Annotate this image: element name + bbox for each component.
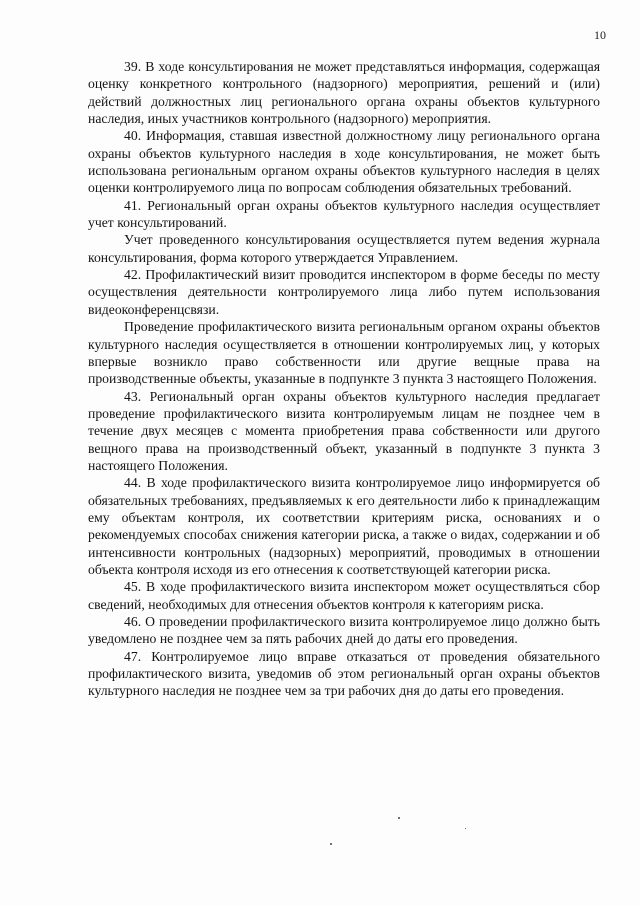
- paragraph-43: 43. Региональный орган охраны объектов культурного наследия предлагает проведение профилактического визита контролируемым лицам не позднее чем в течение двух месяцев с момента приобретения права собственности или другого вещного права на производственный объект, указанный в подпункте 3 пункта 3 настоящего Положения.: [88, 388, 600, 473]
- paragraph-42-conduct: Проведение профилактического визита региональным органом охраны объектов культурного наследия осуществляется в отношении контролируемых лиц, у которых впервые возникло право собственности или другие вещные права на производственные объекты, указанные в подпункте 3 пункта 3 настоящего Положения.: [88, 319, 600, 387]
- paragraph-40: 40. Информация, ставшая известной должностному лицу регионального органа охраны объектов культурного наследия в ходе консультирования, не может быть использована региональным органом охраны объектов культурного наследия в целях оценки контролируемого лица по вопросам соблюдения обязательных требований.: [88, 128, 600, 196]
- paragraph-41-accounting: Учет проведенного консультирования осуществляется путем ведения журнала консультирования, форма которого утверждается Управлением.: [88, 232, 600, 265]
- scan-speck: [465, 828, 466, 829]
- paragraph-44: 44. В ходе профилактического визита контролируемое лицо информируется об обязательных требованиях, предъявляемых к его деятельности либо к принадлежащим ему объектам контроля, их соответствии критериям риска, основаниях и о рекомендуемых способах снижения категории риска, а также о видах, содержании и об интенсивности контрольных (надзорных) мероприятий, проводимых в отношении объекта контроля исходя из его отнесения к соответствующей категории риска.: [88, 475, 600, 577]
- paragraph-39: 39. В ходе консультирования не может представляться информация, содержащая оценку конкретного контрольного (надзорного) мероприятия, решений и (или) действий должностных лиц регионального органа охраны объектов культурного наследия, иных участников контрольного (надзорного) мероприятия.: [88, 59, 600, 127]
- paragraph-42: 42. Профилактический визит проводится инспектором в форме беседы по месту осуществления деятельности контролируемого лица либо путем использования видеоконференцсвязи.: [88, 267, 600, 317]
- paragraph-47: 47. Контролируемое лицо вправе отказаться от проведения обязательного профилактического визита, уведомив об этом региональный орган охраны объектов культурного наследия не позднее чем за три рабочих дня до даты его проведения.: [88, 648, 600, 699]
- document-body: [88, 58, 600, 700]
- scan-speck: [398, 817, 400, 819]
- page-number: 10: [594, 28, 606, 42]
- paragraph-46: 46. О проведении профилактического визита контролируемое лицо должно быть уведомлено не позднее чем за пять рабочих дней до даты его проведения.: [88, 614, 600, 647]
- scan-speck: [330, 843, 332, 845]
- paragraph-41: 41. Региональный орган охраны объектов культурного наследия осуществляет учет консультирований.: [88, 197, 600, 231]
- paragraph-45: 45. В ходе профилактического визита инспектором может осуществляться сбор сведений, необходимых для отнесения объектов контроля к категориям риска.: [88, 579, 600, 612]
